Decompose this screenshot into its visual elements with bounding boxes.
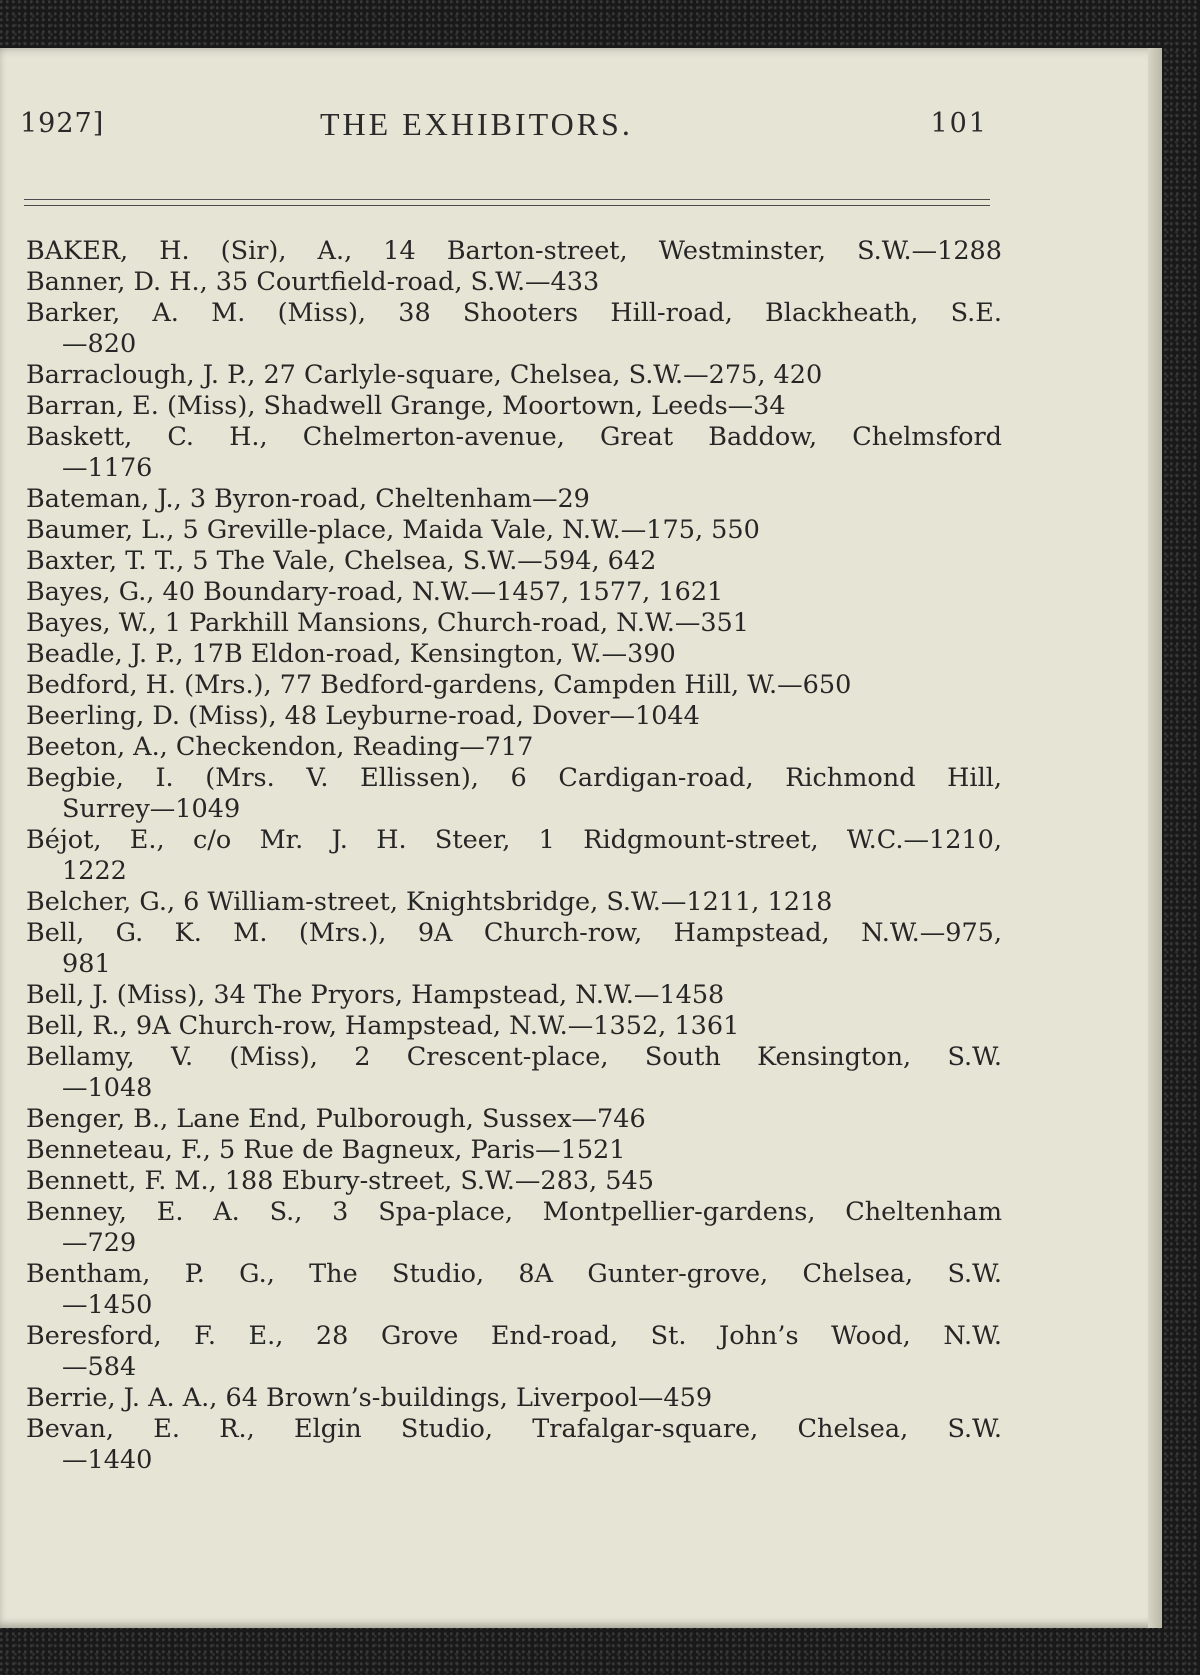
entry-line: Bedford, H. (Mrs.), 77 Bedford-gardens, Campden Hill, W.—650 [26, 670, 852, 700]
entry-line: Baskett, C. H., Chelmerton-avenue, Great Baddow, Chelmsford [26, 422, 1002, 452]
entry-continuation: —1450 [62, 1290, 153, 1320]
entry-continuation: Surrey—1049 [62, 794, 241, 824]
header-year: 1927] [20, 108, 105, 139]
entry-line: Belcher, G., 6 William-street, Knightsbridge, S.W.—1211, 1218 [26, 887, 833, 917]
entry-continuation: —1048 [62, 1073, 153, 1103]
entry-continuation: 981 [62, 949, 111, 979]
entry-line: Bateman, J., 3 Byron-road, Cheltenham—29 [26, 484, 590, 514]
entry-line: Bayes, W., 1 Parkhill Mansions, Church-road, N.W.—351 [26, 608, 750, 638]
entry-line: Beerling, D. (Miss), 48 Leyburne-road, Dover—1044 [26, 701, 700, 731]
entry-line: Bennett, F. M., 188 Ebury-street, S.W.—283, 545 [26, 1166, 654, 1196]
entry-line: Bell, R., 9A Church-row, Hampstead, N.W.—1352, 1361 [26, 1011, 740, 1041]
entry-line: Baxter, T. T., 5 The Vale, Chelsea, S.W.—594, 642 [26, 546, 657, 576]
header-rule-bottom [24, 205, 990, 206]
entry-line: Beadle, J. P., 17B Eldon-road, Kensington, W.—390 [26, 639, 676, 669]
entry-line: BAKER, H. (Sir), A., 14 Barton-street, Westminster, S.W.—1288 [26, 236, 1002, 266]
entry-line: Banner, D. H., 35 Courtfield-road, S.W.—433 [26, 267, 600, 297]
entry-line: Beeton, A., Checkendon, Reading—717 [26, 732, 534, 762]
entry-continuation: —1440 [62, 1445, 153, 1475]
entry-line: Bellamy, V. (Miss), 2 Crescent-place, South Kensington, S.W. [26, 1042, 1002, 1072]
entry-line: Benneteau, F., 5 Rue de Bagneux, Paris—1521 [26, 1135, 626, 1165]
entry-line: Bentham, P. G., The Studio, 8A Gunter-grove, Chelsea, S.W. [26, 1259, 1002, 1289]
running-header [20, 104, 988, 148]
entry-line: Béjot, E., c/o Mr. J. H. Steer, 1 Ridgmount-street, W.C.—1210, [26, 825, 1002, 855]
entry-continuation: —584 [62, 1352, 137, 1382]
header-rule-top [24, 199, 990, 200]
entry-line: Bell, G. K. M. (Mrs.), 9A Church-row, Hampstead, N.W.—975, [26, 918, 1002, 948]
page-number: 101 [930, 108, 988, 139]
entry-line: Barran, E. (Miss), Shadwell Grange, Moortown, Leeds—34 [26, 391, 786, 421]
entry-continuation: 1222 [62, 856, 127, 886]
entry-line: Benger, B., Lane End, Pulborough, Sussex—746 [26, 1104, 646, 1134]
entry-line: Barker, A. M. (Miss), 38 Shooters Hill-road, Blackheath, S.E. [26, 298, 1002, 328]
entry-line: Begbie, I. (Mrs. V. Ellissen), 6 Cardigan-road, Richmond Hill, [26, 763, 1002, 793]
entry-line: Bayes, G., 40 Boundary-road, N.W.—1457, 1577, 1621 [26, 577, 724, 607]
entry-line: Bell, J. (Miss), 34 The Pryors, Hampstead, N.W.—1458 [26, 980, 725, 1010]
exhibitor-list [26, 236, 1002, 1476]
entry-line: Barraclough, J. P., 27 Carlyle-square, Chelsea, S.W.—275, 420 [26, 360, 823, 390]
entry-line: Baumer, L., 5 Greville-place, Maida Vale, N.W.—175, 550 [26, 515, 760, 545]
entry-line: Beresford, F. E., 28 Grove End-road, St. John’s Wood, N.W. [26, 1321, 1002, 1351]
entry-continuation: —729 [62, 1228, 137, 1258]
entry-continuation: —1176 [62, 453, 153, 483]
entry-line: Berrie, J. A. A., 64 Brown’s-buildings, Liverpool—459 [26, 1383, 713, 1413]
page-edge [1148, 48, 1162, 1628]
entry-continuation: —820 [62, 329, 137, 359]
page-title: THE EXHIBITORS. [320, 106, 633, 142]
entry-line: Benney, E. A. S., 3 Spa-place, Montpellier-gardens, Cheltenham [26, 1197, 1002, 1227]
entry-line: Bevan, E. R., Elgin Studio, Trafalgar-square, Chelsea, S.W. [26, 1414, 1002, 1444]
